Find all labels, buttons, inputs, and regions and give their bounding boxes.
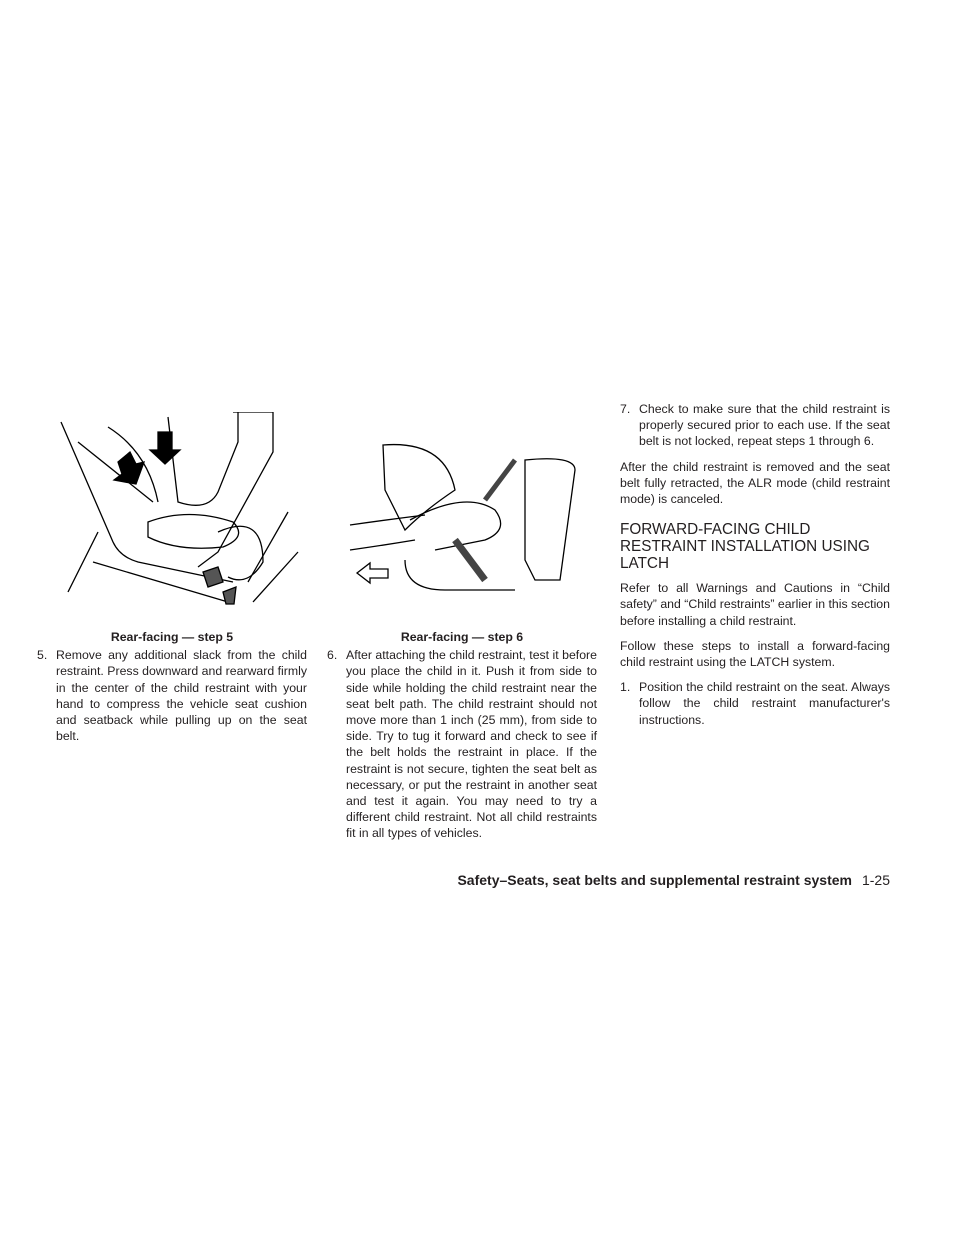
paragraph: After the child restraint is removed and the seat belt fully retracted, the ALR mode (child restraint mode) is canceled. <box>620 459 890 507</box>
step-6: 6. After attaching the child restraint, test it before you place the child in it. Push it from side to side while holding the child restraint near the seat belt path. The child restraint should not move more than 1 inch (25 mm), from side to side. Try to tug it forward and check to see if the belt holds the restraint in place. If the restraint is not secure, tighten the seat belt as necessary, or put the restraint in another seat and test it again. You may need to try a different child restraint. Not all child restraints fit in all types of vehicles. <box>327 648 597 841</box>
illustration-rear-facing-step6 <box>345 440 600 600</box>
paragraph: Refer to all Warnings and Cautions in “Child safety” and “Child restraints” earlier in this section before installing a child restraint. <box>620 581 890 628</box>
illustration-rear-facing-step5 <box>58 412 308 607</box>
step-5: 5. Remove any additional slack from the child restraint. Press downward and rearward firmly in the center of the child restraint with your hand to compress the vehicle seat cushion and seatback while pulling up on the seat belt. <box>37 648 307 744</box>
column-1 <box>37 629 307 753</box>
column-3 <box>620 401 890 737</box>
column-2 <box>327 629 597 851</box>
figure-caption: Rear-facing — step 6 <box>400 630 524 644</box>
footer-section-title: Safety–Seats, seat belts and supplemental restraint system <box>457 872 852 888</box>
step-7: 7. Check to make sure that the child restraint is properly secured prior to each use. If the seat belt is not locked, repeat steps 1 through 6. <box>620 402 890 449</box>
paragraph: Follow these steps to install a forward-facing child restraint using the LATCH system. <box>620 638 890 670</box>
page-footer <box>380 872 890 888</box>
figure-caption: Rear-facing — step 5 <box>110 630 234 644</box>
section-heading: FORWARD-FACING CHILD RESTRAINT INSTALLATION USING LATCH <box>620 521 870 573</box>
step-1: 1. Position the child restraint on the seat. Always follow the child restraint manufacturer's instructions. <box>620 680 890 727</box>
page-number: 1-25 <box>861 872 890 888</box>
